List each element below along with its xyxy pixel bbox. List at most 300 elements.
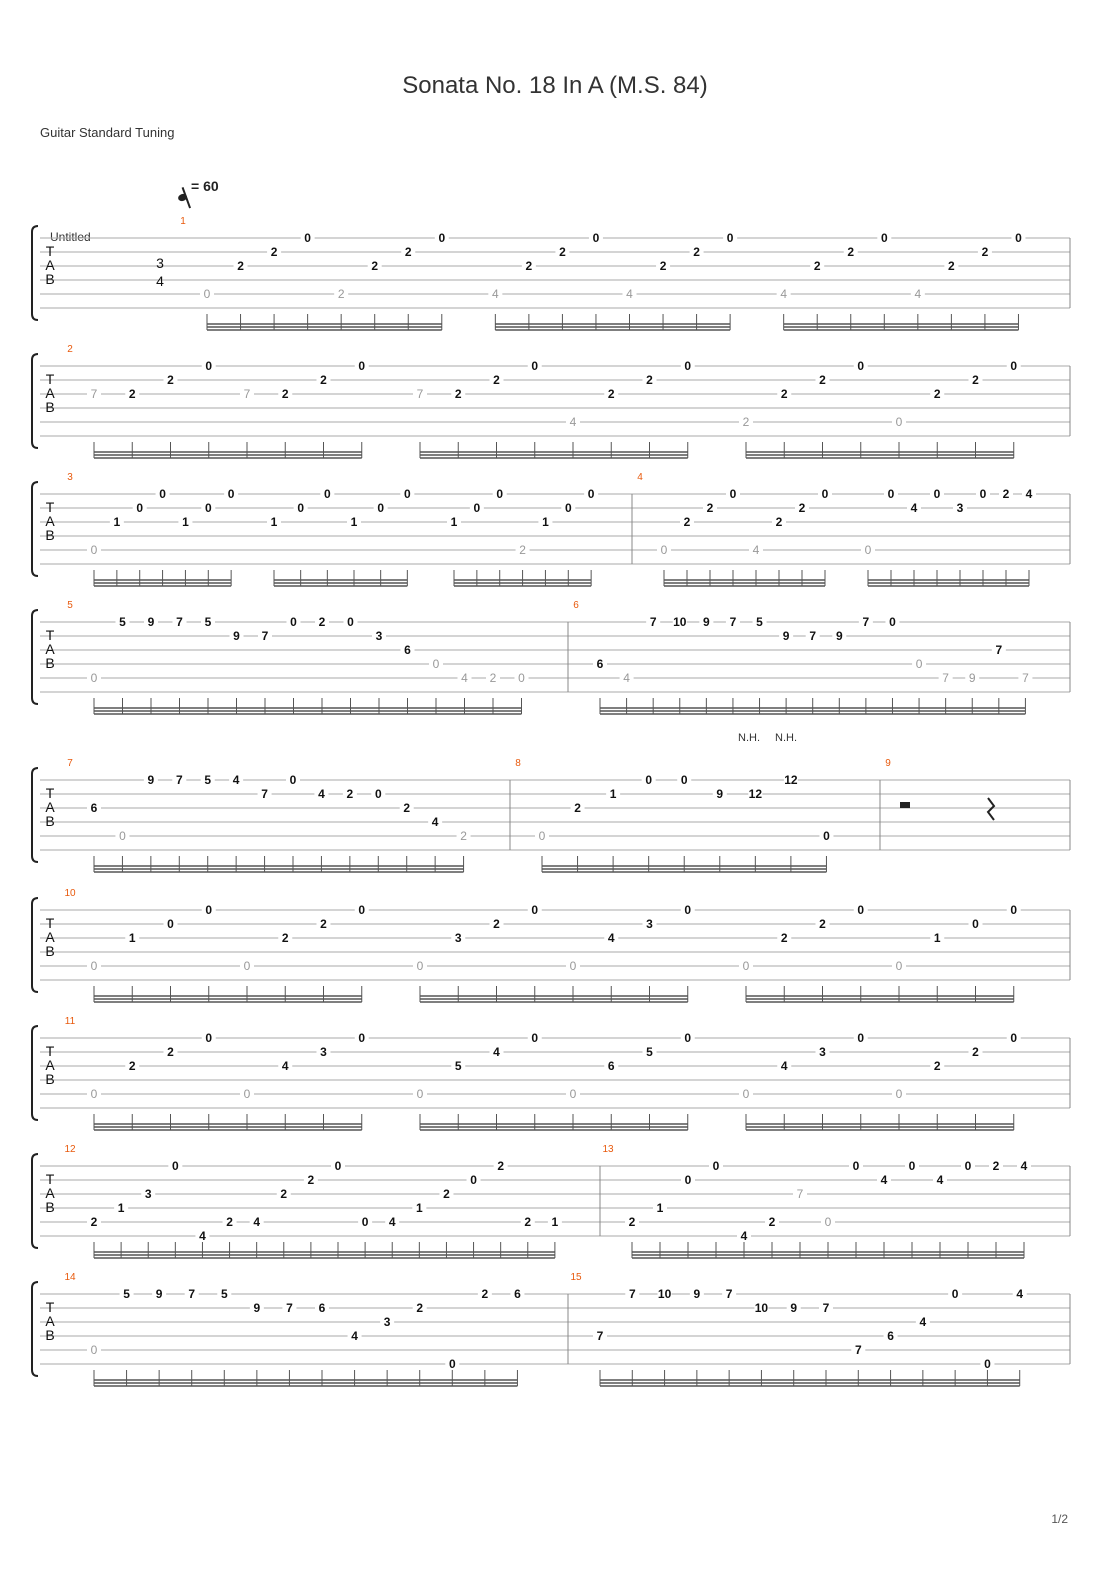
fret-number: 5 xyxy=(646,1045,653,1059)
fret-number: 0 xyxy=(361,1215,369,1229)
system-bracket xyxy=(32,1154,38,1248)
fret-number: 6 xyxy=(318,1301,326,1315)
fret-number: 4 xyxy=(431,815,439,829)
fret-number: 0 xyxy=(824,1215,832,1229)
fret-number: 0 xyxy=(972,917,979,931)
fret-number: 2 xyxy=(646,373,653,387)
fret-number: 2 xyxy=(525,259,533,273)
fret-number: 0 xyxy=(587,487,595,501)
fret-number: 7 xyxy=(596,1329,604,1343)
fret-number: 2 xyxy=(280,1187,288,1201)
fret-number: 2 xyxy=(607,387,615,401)
fret-number: 0 xyxy=(742,1087,750,1101)
fret-number: 4 xyxy=(1016,1287,1024,1301)
tab-clef-letter: A xyxy=(45,257,55,273)
fret-number: 10 xyxy=(673,615,687,629)
fret-number: 1 xyxy=(113,515,121,529)
fret-number: 4 xyxy=(914,287,922,301)
fret-number: 2 xyxy=(813,259,821,273)
fret-number: 7 xyxy=(416,387,424,401)
fret-number: 0 xyxy=(857,359,865,373)
fret-number: 2 xyxy=(524,1215,532,1229)
fret-number: 2 xyxy=(775,515,783,529)
fret-number: 2 xyxy=(780,931,788,945)
fret-number: 0 xyxy=(531,1031,539,1045)
fret-number: 0 xyxy=(823,829,830,843)
fret-number: 2 xyxy=(519,543,526,557)
fret-number: 0 xyxy=(742,959,750,973)
fret-number: 0 xyxy=(358,359,366,373)
fret-number: 9 xyxy=(782,629,790,643)
fret-number: 5 xyxy=(119,615,126,629)
fret-number: 0 xyxy=(684,1031,692,1045)
fret-number: 0 xyxy=(470,1173,477,1187)
fret-number: 2 xyxy=(237,259,244,273)
fret-number: 3 xyxy=(383,1315,391,1329)
fret-number: 1 xyxy=(415,1201,423,1215)
fret-number: 6 xyxy=(887,1329,894,1343)
fret-number: 7 xyxy=(243,387,251,401)
measure-number: 13 xyxy=(602,1144,614,1155)
fret-number: 0 xyxy=(203,287,211,301)
fret-number: 0 xyxy=(857,903,865,917)
fret-number: 0 xyxy=(205,1031,213,1045)
fret-number: 0 xyxy=(90,959,98,973)
fret-number: 0 xyxy=(660,543,668,557)
fret-number: 0 xyxy=(1015,231,1022,245)
fret-number: 0 xyxy=(171,1159,179,1173)
tempo-value: = 60 xyxy=(191,178,219,194)
fret-number: 7 xyxy=(809,629,817,643)
measure-number: 4 xyxy=(637,472,643,483)
system-bracket xyxy=(32,1282,38,1376)
fret-number: 0 xyxy=(377,501,385,515)
fret-number: 3 xyxy=(646,917,653,931)
fret-number: 0 xyxy=(852,1159,860,1173)
fret-number: 9 xyxy=(835,629,843,643)
measure-number: 3 xyxy=(67,472,73,483)
fret-number: 0 xyxy=(374,787,382,801)
fret-number: 7 xyxy=(286,1301,293,1315)
fret-number: 0 xyxy=(518,671,525,685)
fret-number: 3 xyxy=(454,931,462,945)
fret-number: 0 xyxy=(90,543,98,557)
fret-number: 4 xyxy=(388,1215,396,1229)
fret-number: 0 xyxy=(592,231,600,245)
fret-number: 0 xyxy=(496,487,504,501)
fret-number: 2 xyxy=(489,671,497,685)
fret-number: 7 xyxy=(1022,671,1029,685)
fret-number: 2 xyxy=(318,615,326,629)
measure-number: 1 xyxy=(180,216,186,227)
fret-number: 2 xyxy=(659,259,667,273)
fret-number: 4 xyxy=(936,1173,944,1187)
fret-number: 4 xyxy=(253,1215,261,1229)
fret-number: 2 xyxy=(819,917,826,931)
system-bracket xyxy=(32,610,38,704)
half-rest-icon xyxy=(900,802,910,808)
fret-number: 7 xyxy=(261,629,269,643)
fret-number: 9 xyxy=(693,1287,701,1301)
fret-number: 1 xyxy=(117,1201,125,1215)
fret-number: 6 xyxy=(404,643,411,657)
fret-number: 0 xyxy=(358,903,366,917)
fret-number: 0 xyxy=(1010,903,1018,917)
page-title: Sonata No. 18 In A (M.S. 84) xyxy=(402,72,708,99)
fret-number: 4 xyxy=(1025,487,1033,501)
fret-number: 1 xyxy=(542,515,549,529)
fret-number: 4 xyxy=(780,287,788,301)
tab-clef-letter: T xyxy=(45,915,55,931)
fret-number: 4 xyxy=(919,1315,927,1329)
fret-number: 2 xyxy=(128,1059,136,1073)
fret-number: 0 xyxy=(119,829,126,843)
system-bracket xyxy=(32,1026,38,1120)
fret-number: 0 xyxy=(569,959,577,973)
fret-number: 4 xyxy=(623,671,630,685)
tab-clef-letter: B xyxy=(45,527,55,543)
fret-number: 2 xyxy=(167,373,174,387)
fret-number: 2 xyxy=(1002,487,1010,501)
fret-number: 4 xyxy=(780,1059,788,1073)
system-bracket xyxy=(32,226,38,320)
fret-number: 1 xyxy=(551,1215,559,1229)
measure-number: 6 xyxy=(573,600,579,611)
fret-number: 3 xyxy=(144,1187,152,1201)
fret-number: 0 xyxy=(334,1159,342,1173)
fret-number: 2 xyxy=(493,917,500,931)
fret-number: 4 xyxy=(1020,1159,1028,1173)
measure-number: 9 xyxy=(885,758,891,769)
fret-number: 0 xyxy=(204,501,212,515)
fret-number: 7 xyxy=(854,1343,862,1357)
fret-number: 2 xyxy=(493,373,500,387)
fret-number: 7 xyxy=(729,615,737,629)
fret-number: 2 xyxy=(128,387,136,401)
fret-number: 0 xyxy=(136,501,144,515)
fret-number: 2 xyxy=(992,1159,1000,1173)
fret-number: 2 xyxy=(167,1045,174,1059)
measure-number: 5 xyxy=(67,600,73,611)
fret-number: 0 xyxy=(531,359,539,373)
measure-number: 11 xyxy=(64,1016,76,1027)
fret-number: 1 xyxy=(609,787,617,801)
fret-number: 0 xyxy=(473,501,481,515)
fret-number: 0 xyxy=(933,487,941,501)
fret-number: 4 xyxy=(752,543,760,557)
fret-number: 6 xyxy=(90,801,98,815)
fret-number: 0 xyxy=(908,1159,916,1173)
measure-number: 14 xyxy=(64,1272,76,1283)
fret-number: 2 xyxy=(320,917,327,931)
fret-number: 9 xyxy=(253,1301,261,1315)
fret-number: 2 xyxy=(742,415,750,429)
fret-number: 12 xyxy=(784,773,798,787)
harmonic-label: N.H. xyxy=(738,732,760,744)
time-signature-top: 3 xyxy=(156,255,164,271)
fret-number: 3 xyxy=(375,629,383,643)
fret-number: 1 xyxy=(656,1201,664,1215)
fret-number: 0 xyxy=(347,615,354,629)
fret-number: 0 xyxy=(159,487,166,501)
fret-number: 4 xyxy=(493,1045,500,1059)
fret-number: 2 xyxy=(819,373,826,387)
system-bracket xyxy=(32,898,38,992)
fret-number: 2 xyxy=(307,1173,315,1187)
fret-number: 4 xyxy=(461,671,468,685)
fret-number: 2 xyxy=(320,373,327,387)
fret-number: 0 xyxy=(887,487,895,501)
tab-clef-letter: T xyxy=(45,1043,55,1059)
fret-number: 7 xyxy=(862,615,870,629)
fret-number: 0 xyxy=(403,487,411,501)
tab-clef-letter: T xyxy=(45,1171,55,1187)
fret-number: 0 xyxy=(569,1087,577,1101)
fret-number: 7 xyxy=(995,643,1003,657)
fret-number: 5 xyxy=(220,1287,228,1301)
fret-number: 0 xyxy=(895,415,903,429)
fret-number: 0 xyxy=(90,1343,98,1357)
fret-number: 0 xyxy=(895,1087,903,1101)
fret-number: 0 xyxy=(895,959,903,973)
tab-clef-letter: A xyxy=(45,513,55,529)
fret-number: 0 xyxy=(726,231,734,245)
fret-number: 7 xyxy=(628,1287,636,1301)
fret-number: 3 xyxy=(956,501,964,515)
fret-number: 0 xyxy=(915,657,923,671)
fret-number: 0 xyxy=(684,359,692,373)
fret-number: 1 xyxy=(350,515,358,529)
fret-number: 0 xyxy=(645,773,653,787)
tab-clef-letter: B xyxy=(45,655,55,671)
fret-number: 4 xyxy=(318,787,325,801)
fret-number: 7 xyxy=(176,615,183,629)
fret-number: 2 xyxy=(281,387,289,401)
harmonic-label: N.H. xyxy=(775,732,797,744)
system-bracket xyxy=(32,354,38,448)
tab-clef-letter: A xyxy=(45,1057,55,1073)
fret-number: 1 xyxy=(450,515,458,529)
fret-number: 0 xyxy=(984,1357,991,1371)
fret-number: 0 xyxy=(438,231,446,245)
fret-number: 0 xyxy=(416,1087,424,1101)
tuning-label: Guitar Standard Tuning xyxy=(40,125,175,140)
measure-number: 7 xyxy=(67,758,73,769)
fret-number: 0 xyxy=(857,1031,865,1045)
fret-number: 0 xyxy=(979,487,987,501)
fret-number: 2 xyxy=(780,387,788,401)
fret-number: 0 xyxy=(448,1357,456,1371)
fret-number: 7 xyxy=(942,671,949,685)
fret-number: 1 xyxy=(270,515,278,529)
fret-number: 2 xyxy=(981,245,989,259)
fret-number: 2 xyxy=(706,501,714,515)
fret-number: 9 xyxy=(233,629,240,643)
fret-number: 7 xyxy=(725,1287,733,1301)
tab-clef-letter: B xyxy=(45,399,55,415)
tab-clef-letter: B xyxy=(45,813,55,829)
fret-number: 2 xyxy=(628,1215,636,1229)
fret-number: 7 xyxy=(90,387,98,401)
fret-number: 9 xyxy=(716,787,724,801)
fret-number: 0 xyxy=(358,1031,366,1045)
quarter-rest-icon xyxy=(988,798,994,820)
fret-number: 9 xyxy=(703,615,710,629)
fret-number: 2 xyxy=(404,245,412,259)
fret-number: 4 xyxy=(740,1229,748,1243)
fret-number: 2 xyxy=(226,1215,233,1229)
fret-number: 0 xyxy=(289,773,297,787)
fret-number: 9 xyxy=(155,1287,163,1301)
fret-number: 0 xyxy=(167,917,174,931)
fret-number: 2 xyxy=(683,515,691,529)
fret-number: 10 xyxy=(657,1287,672,1301)
fret-number: 0 xyxy=(684,903,692,917)
fret-number: 0 xyxy=(880,231,888,245)
fret-number: 0 xyxy=(290,615,297,629)
fret-number: 0 xyxy=(712,1159,720,1173)
fret-number: 9 xyxy=(790,1301,798,1315)
tab-clef-letter: B xyxy=(45,1071,55,1087)
fret-number: 0 xyxy=(205,903,213,917)
fret-number: 2 xyxy=(270,245,278,259)
fret-number: 7 xyxy=(822,1301,830,1315)
tab-clef-letter: A xyxy=(45,799,55,815)
fret-number: 0 xyxy=(297,501,305,515)
fret-number: 7 xyxy=(796,1187,804,1201)
fret-number: 3 xyxy=(320,1045,327,1059)
tab-clef-letter: B xyxy=(45,943,55,959)
fret-number: 0 xyxy=(90,1087,98,1101)
fret-number: 0 xyxy=(729,487,737,501)
fret-number: 4 xyxy=(491,287,499,301)
fret-number: 0 xyxy=(538,829,546,843)
fret-number: 0 xyxy=(951,1287,959,1301)
tab-clef-letter: B xyxy=(45,271,55,287)
fret-number: 5 xyxy=(204,615,212,629)
fret-number: 0 xyxy=(964,1159,972,1173)
fret-number: 10 xyxy=(754,1301,769,1315)
fret-number: 5 xyxy=(454,1059,462,1073)
fret-number: 2 xyxy=(948,259,955,273)
fret-number: 1 xyxy=(933,931,941,945)
tab-clef-letter: T xyxy=(45,785,55,801)
tab-clef-letter: T xyxy=(45,243,55,259)
fret-number: 2 xyxy=(346,787,354,801)
fret-number: 2 xyxy=(416,1301,424,1315)
fret-number: 1 xyxy=(128,931,136,945)
fret-number: 2 xyxy=(371,259,379,273)
fret-number: 5 xyxy=(204,773,212,787)
tab-clef-letter: T xyxy=(45,627,55,643)
measure-number: 15 xyxy=(570,1272,582,1283)
fret-number: 4 xyxy=(232,773,240,787)
fret-number: 2 xyxy=(559,245,566,259)
fret-number: 2 xyxy=(693,245,700,259)
fret-number: 5 xyxy=(756,615,763,629)
fret-number: 0 xyxy=(432,657,440,671)
tab-clef-letter: B xyxy=(45,1199,55,1215)
fret-number: 2 xyxy=(933,1059,941,1073)
tab-clef-letter: A xyxy=(45,1313,55,1329)
fret-number: 4 xyxy=(569,415,577,429)
fret-number: 2 xyxy=(497,1159,505,1173)
fret-number: 7 xyxy=(175,773,183,787)
fret-number: 4 xyxy=(880,1173,888,1187)
fret-number: 0 xyxy=(531,903,539,917)
fret-number: 0 xyxy=(227,487,235,501)
fret-number: 0 xyxy=(889,615,896,629)
fret-number: 4 xyxy=(281,1059,289,1073)
fret-number: 2 xyxy=(972,1045,979,1059)
fret-number: 0 xyxy=(90,671,98,685)
fret-number: 0 xyxy=(416,959,424,973)
fret-number: 2 xyxy=(933,387,941,401)
fret-number: 1 xyxy=(182,515,189,529)
system-bracket xyxy=(32,482,38,576)
tab-clef-letter: T xyxy=(45,1299,55,1315)
fret-number: 4 xyxy=(199,1229,206,1243)
fret-number: 0 xyxy=(205,359,213,373)
fret-number: 0 xyxy=(684,1173,692,1187)
fret-number: 2 xyxy=(443,1187,450,1201)
fret-number: 6 xyxy=(514,1287,521,1301)
fret-number: 2 xyxy=(337,287,345,301)
fret-number: 7 xyxy=(649,615,657,629)
fret-number: 9 xyxy=(147,615,155,629)
fret-number: 0 xyxy=(864,543,872,557)
tab-clef-letter: B xyxy=(45,1327,55,1343)
fret-number: 6 xyxy=(596,657,604,671)
fret-number: 9 xyxy=(968,671,976,685)
tab-clef-letter: T xyxy=(45,371,55,387)
time-signature-bottom: 4 xyxy=(156,273,164,289)
fret-number: 2 xyxy=(281,931,289,945)
fret-number: 0 xyxy=(304,231,311,245)
page-number: 1/2 xyxy=(1051,1512,1068,1526)
fret-number: 0 xyxy=(821,487,829,501)
fret-number: 2 xyxy=(481,1287,489,1301)
tab-clef-letter: T xyxy=(45,499,55,515)
fret-number: 0 xyxy=(680,773,688,787)
measure-number: 8 xyxy=(515,758,521,769)
fret-number: 9 xyxy=(147,773,155,787)
fret-number: 6 xyxy=(607,1059,615,1073)
fret-number: 3 xyxy=(819,1045,826,1059)
fret-number: 2 xyxy=(847,245,855,259)
fret-number: 2 xyxy=(798,501,806,515)
fret-number: 4 xyxy=(351,1329,358,1343)
fret-number: 2 xyxy=(972,373,979,387)
instrument-name: Untitled xyxy=(50,230,91,244)
fret-number: 0 xyxy=(243,959,251,973)
fret-number: 7 xyxy=(261,787,268,801)
fret-number: 7 xyxy=(188,1287,196,1301)
fret-number: 2 xyxy=(454,387,462,401)
fret-number: 0 xyxy=(1010,1031,1018,1045)
measure-number: 12 xyxy=(64,1144,76,1155)
fret-number: 2 xyxy=(574,801,581,815)
fret-number: 4 xyxy=(910,501,918,515)
tab-clef-letter: A xyxy=(45,385,55,401)
fret-number: 2 xyxy=(90,1215,98,1229)
fret-number: 5 xyxy=(123,1287,130,1301)
measure-number: 10 xyxy=(64,888,76,899)
fret-number: 4 xyxy=(607,931,615,945)
fret-number: 2 xyxy=(460,829,467,843)
fret-number: 12 xyxy=(748,787,763,801)
fret-number: 0 xyxy=(323,487,331,501)
